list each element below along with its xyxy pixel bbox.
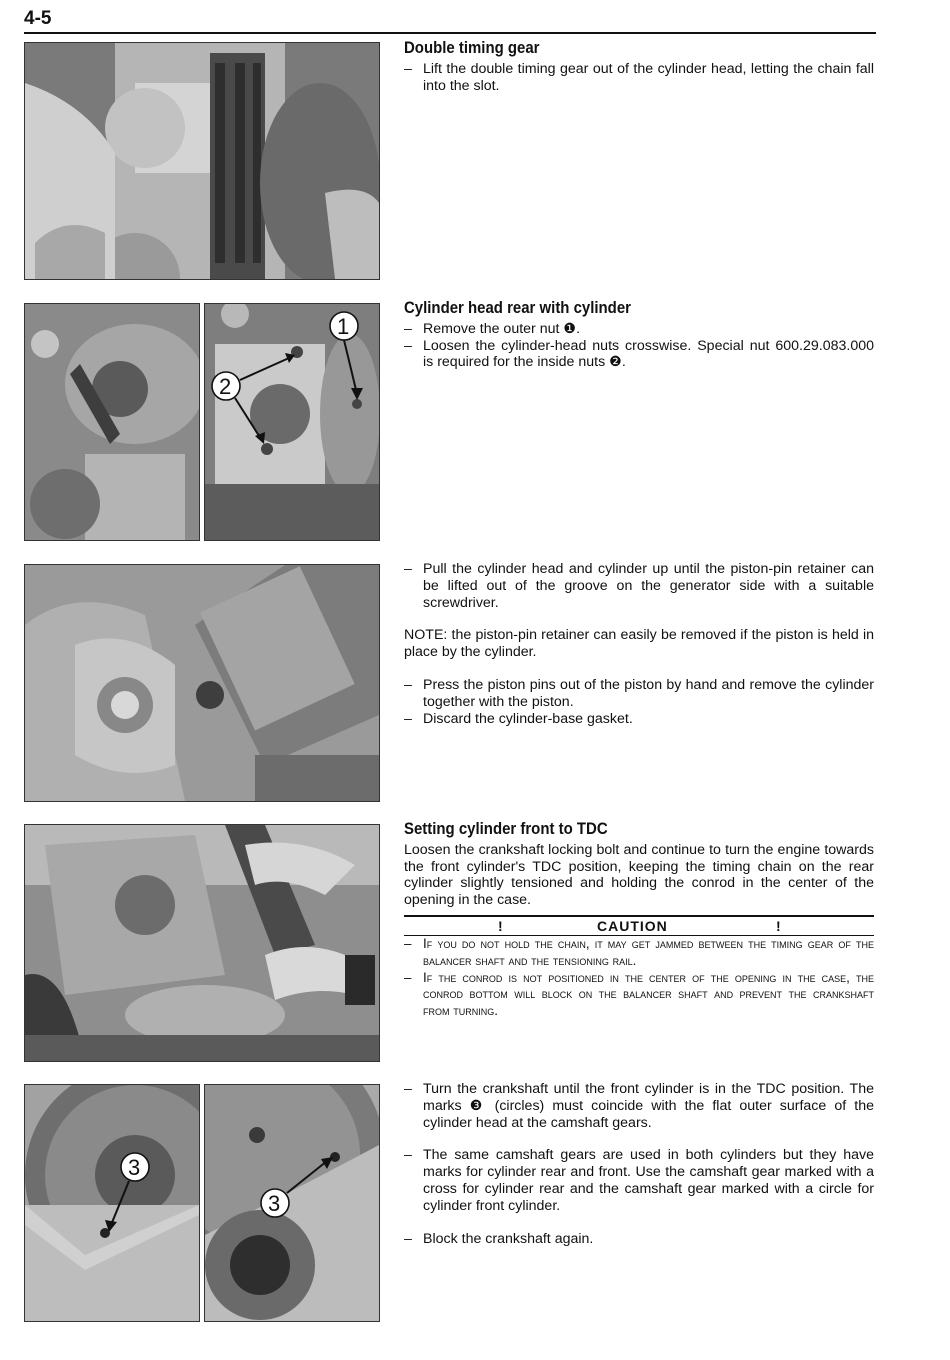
list-item: – Press the piston pins out of the piston by hand and remove the cylinder together with the piston. bbox=[404, 677, 874, 711]
section-camshaft-marks bbox=[404, 1081, 874, 1247]
list-item: – Pull the cylinder head and cylinder up until the piston-pin retainer can be lifted out of the groove on the generator side with a suitable screwdriver. bbox=[404, 561, 874, 611]
section-piston-removal bbox=[404, 561, 874, 727]
caution-mark-left: ! bbox=[498, 917, 504, 934]
heading-cylinder-head-rear: Cylinder head rear with cylinder bbox=[404, 298, 631, 317]
photo-piston-removal bbox=[24, 564, 380, 802]
list-item: – Turn the crankshaft until the front cylinder is in the TDC position. The marks ❸ (circles) must coincide with the flat outer surface of the cylinder head at the camshaft gears. bbox=[404, 1081, 874, 1131]
note-text: NOTE: the piston-pin retainer can easily be removed if the piston is held in place by the cylinder. bbox=[404, 627, 874, 661]
caution-mark-right: ! bbox=[776, 917, 782, 934]
list-item: – Lift the double timing gear out of the cylinder head, letting the chain fall into the slot. bbox=[404, 61, 874, 95]
section-cylinder-head-rear bbox=[404, 300, 874, 371]
heading-setting-tdc: Setting cylinder front to TDC bbox=[404, 819, 608, 838]
caution-label: CAUTION bbox=[597, 917, 668, 934]
svg-text:2: 2 bbox=[219, 374, 232, 399]
svg-text:3: 3 bbox=[268, 1191, 281, 1216]
list-item: – Discard the cylinder-base gasket. bbox=[404, 711, 874, 728]
list-item: – The same camshaft gears are used in both cylinders but they have marks for cylinder rear and front. Use the camshaft gear marked with a cross for cylinder rear and the camshaft gear marked with a circle for cylinder front cylinder. bbox=[404, 1147, 874, 1214]
tdc-instructions: Loosen the crankshaft locking bolt and continue to turn the engine towards the front cylinder's TDC position, keeping the timing chain on the rear cylinder slightly tensioned and holding the conrod in the center of the opening in the case. bbox=[404, 841, 874, 909]
photo-camshaft-mark-right bbox=[204, 1084, 380, 1322]
section-setting-tdc bbox=[404, 821, 874, 1020]
heading-double-timing-gear: Double timing gear bbox=[404, 38, 540, 57]
list-item: – Remove the outer nut ❶. bbox=[404, 321, 874, 338]
photo-double-timing-gear bbox=[24, 42, 380, 280]
svg-text:1: 1 bbox=[337, 314, 350, 339]
photo-cylinder-head-rear-right bbox=[204, 303, 380, 541]
list-item: – Loosen the cylinder-head nuts crosswise. Special nut 600.29.083.000 is required for the inside nuts ❷. bbox=[404, 338, 874, 372]
page-number: 4-5 bbox=[24, 8, 52, 29]
list-item: – Block the crankshaft again. bbox=[404, 1231, 874, 1248]
photo-cylinder-head-rear-left bbox=[24, 303, 200, 541]
photo-setting-tdc bbox=[24, 824, 380, 1062]
header-rule bbox=[24, 32, 876, 34]
section-double-timing-gear bbox=[404, 40, 874, 94]
svg-text:3: 3 bbox=[128, 1155, 141, 1180]
photo-camshaft-mark-left bbox=[24, 1084, 200, 1322]
caution-item: – If you do not hold the chain, it may get jammed between the timing gear of the balancer shaft and the tensioning rail. bbox=[404, 936, 874, 970]
caution-banner bbox=[404, 915, 874, 936]
caution-item: – If the conrod is not positioned in the center of the opening in the case, the conrod bottom will block on the balancer shaft and prevent the crankshaft from turning. bbox=[404, 970, 874, 1020]
